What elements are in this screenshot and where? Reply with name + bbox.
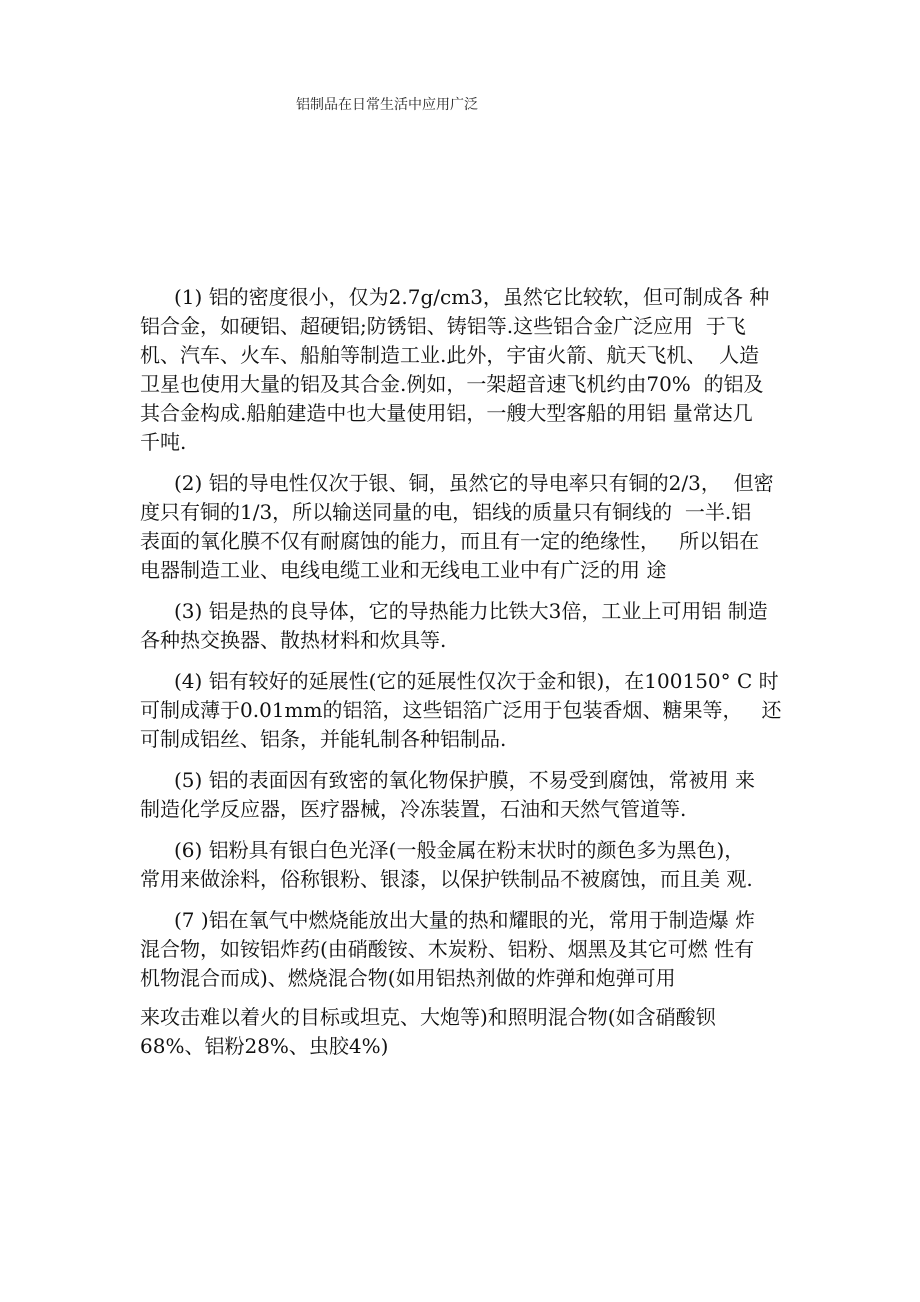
paragraph-line: 可制成薄于0.01mm的铝箔，这些铝箔广泛用于包装香烟、糖果等， 还	[140, 698, 782, 722]
paragraph-line: (4) 铝有较好的延展性(它的延展性仅次于金和银)，在100150° C 时	[174, 669, 779, 693]
paragraph-line: (1) 铝的密度很小，仅为2.7g/cm3，虽然它比较软，但可制成各 种	[174, 285, 770, 309]
paragraph-6	[140, 836, 820, 894]
paragraph-line: 各种热交换器、散热材料和炊具等.	[140, 628, 447, 652]
paragraph-line: 可制成铝丝、铝条，并能轧制各种铝制品.	[140, 727, 507, 751]
paragraph-line: 68%、铝粉28%、虫胶4%)	[140, 1034, 389, 1058]
paragraph-line: 来攻击难以着火的目标或坦克、大炮等)和照明混合物(如含硝酸钡	[140, 1005, 716, 1029]
paragraph-line: 表面的氧化膜不仅有耐腐蚀的能力，而且有一定的绝缘性， 所以铝在	[140, 529, 760, 553]
paragraph-2	[140, 469, 820, 585]
paragraph-line: (7 )铝在氧气中燃烧能放出大量的热和耀眼的光，常用于制造爆 炸	[174, 908, 756, 932]
line-gap	[140, 993, 820, 1003]
paragraph-line: 制造化学反应器，医疗器械，冷冻装置，石油和天然气管道等.	[140, 797, 687, 821]
paragraph-5	[140, 766, 820, 824]
paragraph-line: 机物混合而成)、燃烧混合物(如用铝热剂做的炸弹和炮弹可用	[140, 966, 676, 990]
paragraph-line: 其合金构成.船舶建造中也大量使用铝，一艘大型客船的用铝 量常达几	[140, 401, 753, 425]
paragraph-1	[140, 283, 820, 457]
paragraph-line: 常用来做涂料，俗称银粉、银漆，以保护铁制品不被腐蚀，而且美 观.	[140, 867, 753, 891]
paragraph-line: 度只有铜的1/3，所以输送同量的电，铝线的质量只有铜线的 一半.铝	[140, 500, 752, 524]
paragraph-line: 卫星也使用大量的铝及其合金.例如，一架超音速飞机约由70% 的铝及	[140, 372, 764, 396]
paragraph-line: 千吨.	[140, 430, 187, 454]
paragraph-line: (5) 铝的表面因有致密的氧化物保护膜，不易受到腐蚀，常被用 来	[174, 768, 756, 792]
paragraph-7	[140, 906, 820, 1061]
paragraph-line: 机、汽车、火车、船舶等制造工业.此外，宇宙火箭、航天飞机、 人造	[140, 343, 760, 367]
document-body	[140, 283, 820, 1073]
paragraph-line: 电器制造工业、电线电缆工业和无线电工业中有广泛的用 途	[140, 558, 667, 582]
paragraph-line: (6) 铝粉具有银白色光泽(一般金属在粉末状时的颜色多为黑色)，	[174, 838, 745, 862]
paragraph-line: (2) 铝的导电性仅次于银、铜，虽然它的导电率只有铜的2/3， 但密	[174, 471, 774, 495]
paragraph-line: 混合物，如铵铝炸药(由硝酸铵、木炭粉、铝粉、烟黑及其它可燃 性有	[140, 937, 755, 961]
paragraph-3	[140, 597, 820, 655]
paragraph-line: (3) 铝是热的良导体，它的导热能力比铁大3倍，工业上可用铝 制造	[174, 599, 768, 623]
page-title: 铝制品在日常生活中应用广泛	[296, 97, 478, 113]
paragraph-line: 铝合金，如硬铝、超硬铝;防锈铝、铸铝等.这些铝合金广泛应用 于飞	[140, 314, 746, 338]
paragraph-4	[140, 667, 820, 754]
